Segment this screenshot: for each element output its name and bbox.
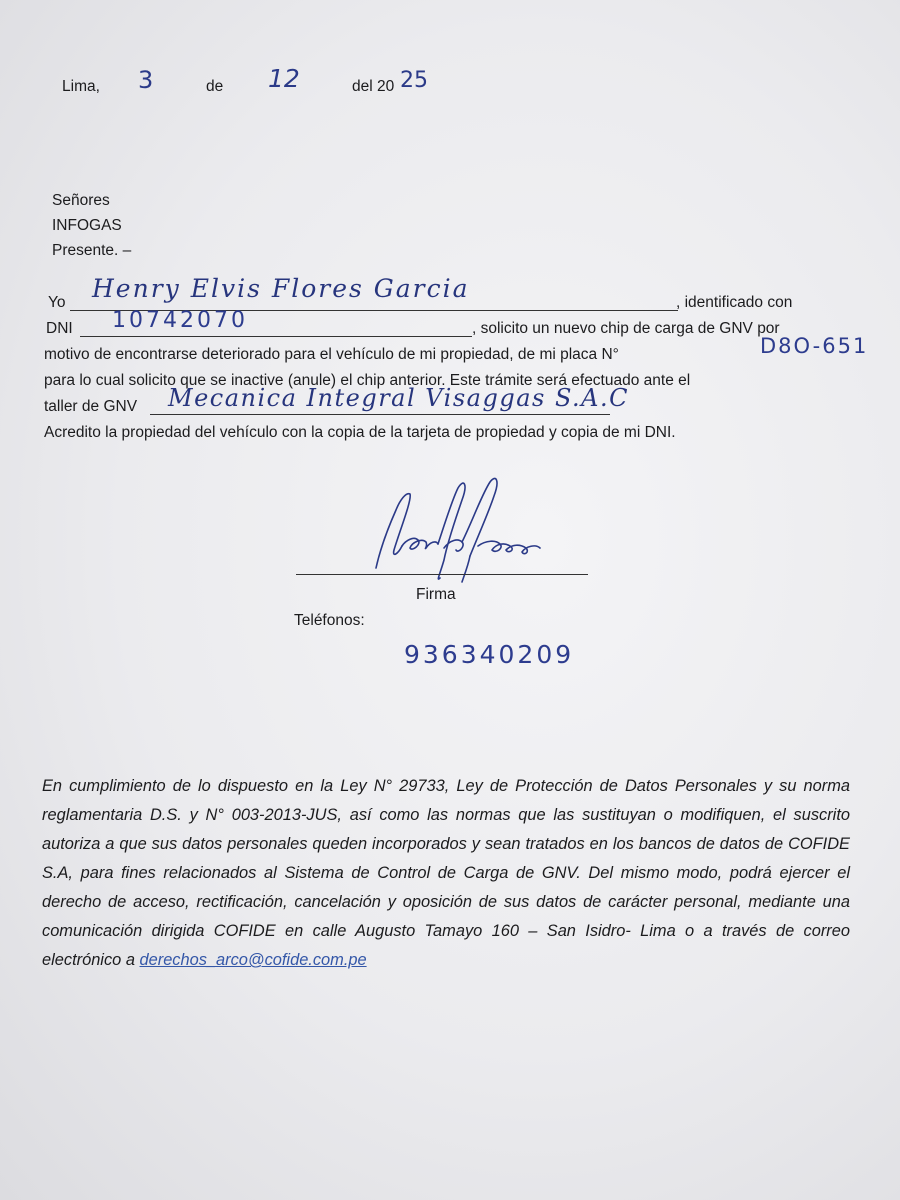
yo-label: Yo xyxy=(48,294,66,311)
handwritten-month: 12 xyxy=(268,64,300,93)
taller-label: taller de GNV xyxy=(44,398,138,415)
privacy-notice xyxy=(42,772,850,975)
acredito-text: Acredito la propiedad del vehículo con la copia de la tarjeta de propiedad y copia de mi DNI. xyxy=(44,424,676,441)
privacy-email-link[interactable]: derechos_arco@cofide.com.pe xyxy=(139,951,367,969)
dni-underline xyxy=(80,336,472,337)
handwritten-day: 3 xyxy=(138,66,154,94)
handwritten-year: 25 xyxy=(400,68,428,93)
firma-label: Firma xyxy=(416,586,456,603)
signature-scribble xyxy=(340,470,570,590)
handwritten-taller: Mecanica Integral Visaggas S.A.C xyxy=(168,384,630,412)
para-lo-cual-text: para lo cual solicito que se inactive (anule) el chip anterior. Este trámite será efectuado ante el xyxy=(44,372,691,389)
motivo-text: motivo de encontrarse deteriorado para el vehículo de mi propiedad, de mi placa N° xyxy=(44,346,619,363)
identificado-text: , identificado con xyxy=(676,294,793,311)
del-label: del 20 xyxy=(352,78,395,95)
dni-label: DNI xyxy=(46,320,73,337)
solicito-text: , solicito un nuevo chip de carga de GNV por xyxy=(472,320,780,337)
city-label: Lima, xyxy=(62,78,100,95)
addressee-line-3: Presente. – xyxy=(52,242,132,259)
telefonos-label: Teléfonos: xyxy=(294,612,365,629)
de-label: de xyxy=(206,78,224,95)
handwritten-phone: 936340209 xyxy=(404,640,575,669)
addressee-line-1: Señores xyxy=(52,192,110,209)
handwritten-dni: 10742070 xyxy=(112,308,248,333)
addressee-line-2: INFOGAS xyxy=(52,217,122,234)
privacy-text: En cumplimiento de lo dispuesto en la Ley N° 29733, Ley de Protección de Datos Personales y su norma reglamentaria D.S. y N° 003-2013-JUS, así como las normas que las sustituyan o modifiquen, el suscrito autoriza a que sus datos personales queden incorporados y sean tratados en los bancos de datos de COFIDE S.A, para fines relacionados al Sistema de Control de Carga de GNV. Del mismo modo, podrá ejercer el derecho de acceso, rectificación, cancelación y oposición de sus datos de carácter personal, mediante una comunicación dirigida COFIDE en calle Augusto Tamayo 160 – San Isidro- Lima o a través de correo electrónico a xyxy=(42,777,850,969)
handwritten-name: Henry Elvis Flores Garcia xyxy=(92,274,470,303)
taller-underline xyxy=(150,414,610,415)
handwritten-placa: D8O-651 xyxy=(760,334,869,358)
signature-line xyxy=(296,574,588,575)
